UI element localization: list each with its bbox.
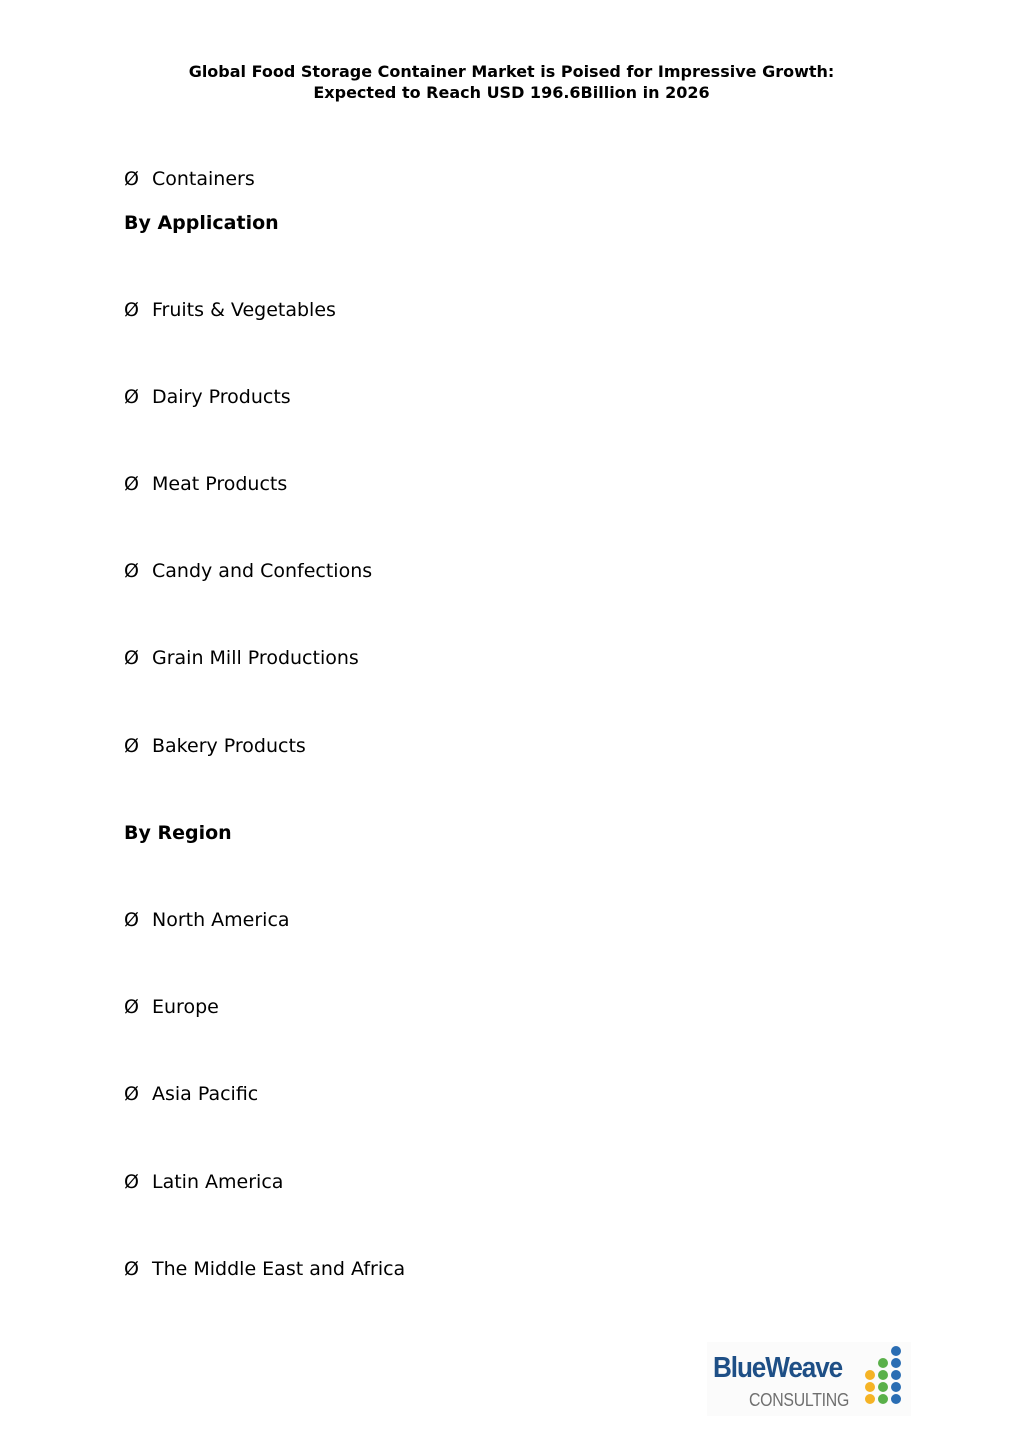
logo-dot bbox=[878, 1382, 888, 1392]
logo-dot bbox=[878, 1358, 888, 1368]
list-item-label: Europe bbox=[152, 996, 219, 1018]
bullet-icon: Ø bbox=[124, 560, 139, 582]
logo-dot bbox=[891, 1382, 901, 1392]
heading-by-application: By Application bbox=[124, 212, 279, 234]
logo-dot bbox=[865, 1394, 875, 1404]
list-item-bakery-products bbox=[124, 734, 306, 758]
list-item-label: Candy and Confections bbox=[152, 560, 373, 582]
bullet-icon: Ø bbox=[124, 473, 139, 495]
list-item-label: Asia Pacific bbox=[152, 1083, 259, 1105]
bullet-icon: Ø bbox=[124, 1171, 139, 1193]
logo-dot bbox=[891, 1346, 901, 1356]
logo-dot bbox=[891, 1358, 901, 1368]
list-item-asia-pacific bbox=[124, 1082, 258, 1106]
title-line-2: Expected to Reach USD 196.6Billion in 2026 bbox=[313, 83, 710, 102]
list-item-label: The Middle East and Africa bbox=[152, 1258, 406, 1280]
list-item-grain-mill bbox=[124, 646, 359, 670]
list-item-europe bbox=[124, 995, 219, 1019]
document-title bbox=[0, 61, 1023, 103]
heading-by-region: By Region bbox=[124, 822, 232, 844]
list-item-middle-east-africa bbox=[124, 1257, 405, 1281]
bullet-icon: Ø bbox=[124, 1083, 139, 1105]
list-item-label: North America bbox=[152, 909, 290, 931]
logo-dot bbox=[865, 1382, 875, 1392]
list-item-label: Dairy Products bbox=[152, 386, 291, 408]
bullet-icon: Ø bbox=[124, 647, 139, 669]
bullet-icon: Ø bbox=[124, 1258, 139, 1280]
bullet-icon: Ø bbox=[124, 386, 139, 408]
list-item-fruits-vegetables bbox=[124, 298, 336, 322]
logo-dot bbox=[891, 1394, 901, 1404]
list-item-label: Meat Products bbox=[152, 473, 288, 495]
logo-dots-icon bbox=[857, 1344, 909, 1414]
blueweave-logo bbox=[707, 1342, 911, 1416]
logo-dot bbox=[878, 1370, 888, 1380]
list-item-label: Fruits & Vegetables bbox=[152, 299, 336, 321]
bullet-icon: Ø bbox=[124, 735, 139, 757]
bullet-icon: Ø bbox=[124, 909, 139, 931]
list-item-dairy-products bbox=[124, 385, 291, 409]
bullet-icon: Ø bbox=[124, 168, 139, 190]
list-item-label: Bakery Products bbox=[152, 735, 306, 757]
list-item-label: Containers bbox=[152, 168, 255, 190]
logo-dot bbox=[891, 1370, 901, 1380]
list-item-candy-confections bbox=[124, 559, 372, 583]
title-line-1: Global Food Storage Container Market is Poised for Impressive Growth: bbox=[188, 62, 835, 81]
bullet-icon: Ø bbox=[124, 996, 139, 1018]
list-item-label: Latin America bbox=[152, 1171, 284, 1193]
bullet-icon: Ø bbox=[124, 299, 139, 321]
list-item-meat-products bbox=[124, 472, 287, 496]
logo-brand-text: BlueWeave bbox=[713, 1352, 843, 1384]
logo-sub-text: CONSULTING bbox=[749, 1390, 850, 1410]
list-item-label: Grain Mill Productions bbox=[152, 647, 359, 669]
logo-dot bbox=[865, 1370, 875, 1380]
list-item-latin-america bbox=[124, 1170, 283, 1194]
logo-dot bbox=[878, 1394, 888, 1404]
list-item-containers bbox=[124, 167, 255, 191]
list-item-north-america bbox=[124, 908, 290, 932]
